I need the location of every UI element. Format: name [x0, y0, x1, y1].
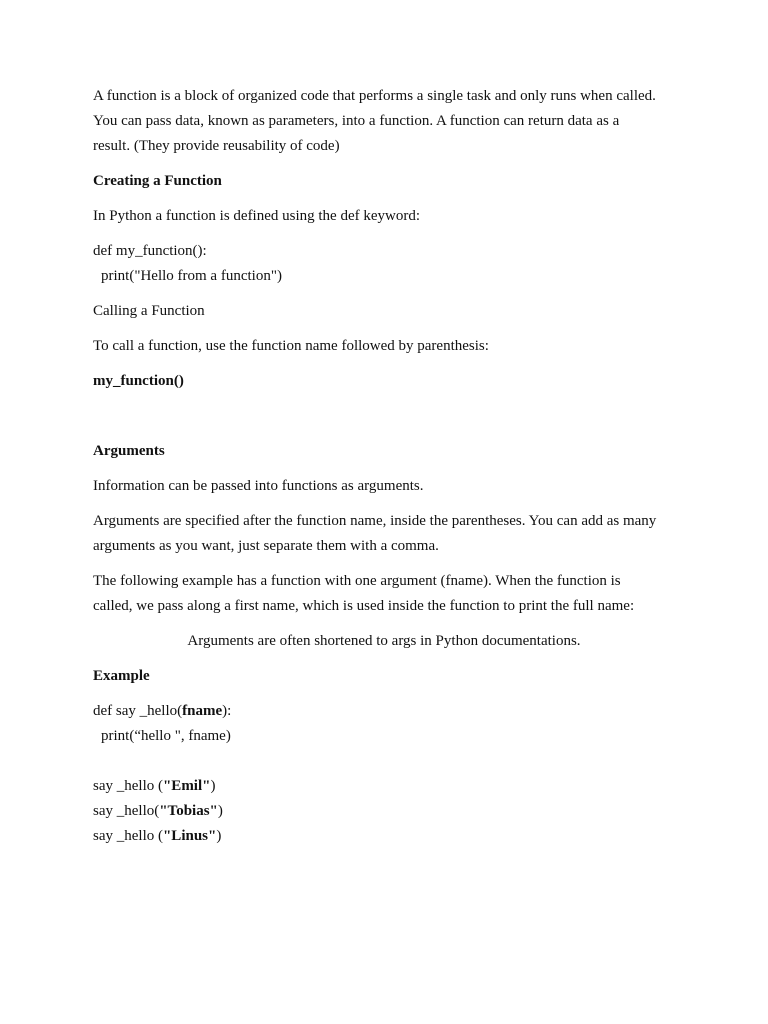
example-def-prefix: def say _hello(	[93, 703, 183, 719]
arguments-p3-line-1: The following example has a function with one argument (fname). When the function is	[93, 573, 621, 589]
call-prefix: say _hello (	[93, 778, 163, 794]
calling-code: my_function()	[93, 373, 184, 389]
creating-code-line-1: def my_function():	[93, 243, 207, 259]
call-prefix: say _hello (	[93, 828, 163, 844]
arguments-p2-line-2: arguments as you want, just separate them with a comma.	[93, 538, 439, 554]
call-suffix: )	[210, 778, 216, 794]
example-heading: Example	[93, 668, 150, 684]
call-arg: "Linus"	[162, 828, 217, 844]
call-suffix: )	[217, 803, 223, 819]
call-arg: "Tobias"	[159, 803, 218, 819]
example-def-param: fname	[182, 703, 223, 719]
creating-code-line-2: print("Hello from a function")	[101, 268, 282, 284]
creating-heading: Creating a Function	[93, 173, 222, 189]
arguments-p2-line-1: Arguments are specified after the function name, inside the parentheses. You can add as many	[93, 513, 657, 529]
call-arg: "Emil"	[162, 778, 211, 794]
example-def-line	[93, 702, 231, 720]
example-call-line	[93, 802, 223, 820]
calling-heading: Calling a Function	[93, 303, 205, 319]
call-prefix: say _hello(	[93, 803, 160, 819]
arguments-p1: Information can be passed into functions as arguments.	[93, 478, 424, 494]
intro-line-3: result. (They provide reusability of code)	[93, 138, 340, 154]
call-suffix: )	[216, 828, 222, 844]
arguments-note: Arguments are often shortened to args in Python documentations.	[187, 633, 581, 649]
arguments-p3-line-2: called, we pass along a first name, which is used inside the function to print the full name:	[93, 598, 635, 614]
intro-line-1: A function is a block of organized code that performs a single task and only runs when called.	[93, 88, 656, 104]
example-body-line: print(“hello ", fname)	[101, 728, 231, 744]
example-call-line	[93, 777, 215, 795]
intro-line-2: You can pass data, known as parameters, into a function. A function can return data as a	[93, 113, 620, 129]
creating-text: In Python a function is defined using the def keyword:	[93, 208, 421, 224]
arguments-heading: Arguments	[93, 443, 165, 459]
calling-text: To call a function, use the function name followed by parenthesis:	[93, 338, 489, 354]
example-call-line	[93, 827, 221, 845]
example-def-suffix: ):	[222, 703, 232, 719]
